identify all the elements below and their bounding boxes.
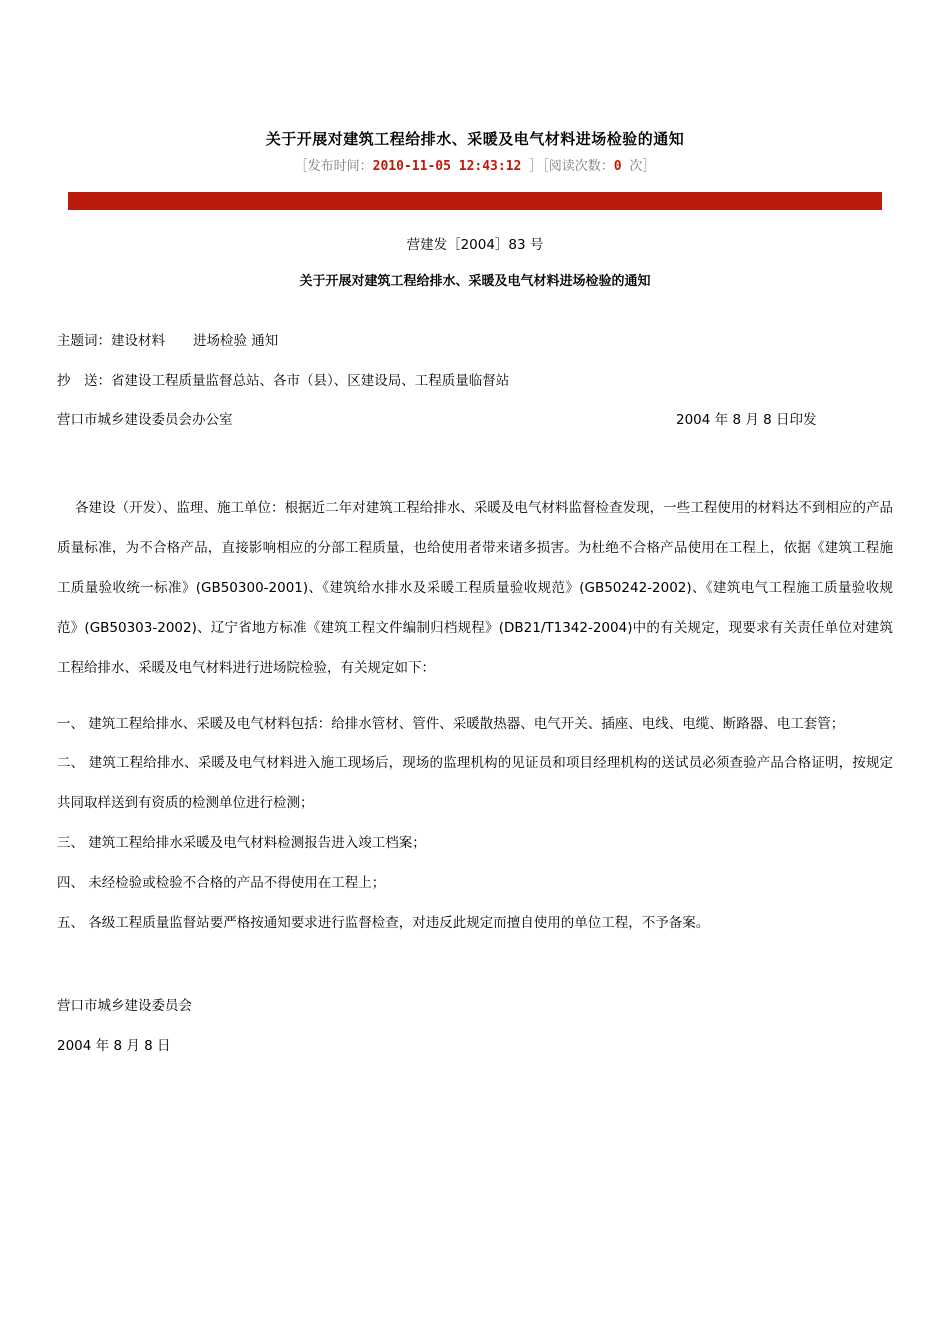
list-item-5: 五、 各级工程质量监督站要严格按通知要求进行监督检查，对违反此规定而擅自使用的单位工程，不予备案。	[57, 915, 710, 931]
read-count: 0	[613, 159, 622, 174]
list-item-4: 四、 未经检验或检验不合格的产品不得使用在工程上；	[57, 875, 386, 891]
page-title: 关于开展对建筑工程给排水、采暖及电气材料进场检验的通知	[265, 130, 685, 148]
keywords-line	[57, 329, 278, 349]
keyword-b: 进场检验 通知	[193, 333, 279, 349]
footer-date: 2004 年 8 月 8 日	[57, 1038, 171, 1054]
publish-meta	[0, 155, 950, 174]
signature: 营口市城乡建设委员会	[57, 998, 192, 1014]
cc-label: 抄 送：	[57, 373, 111, 389]
issuer: 营口市城乡建设委员会办公室	[57, 412, 233, 428]
cc-value: 省建设工程质量监督总站、各市（县）、区建设局、工程质量临督站	[111, 373, 510, 389]
keywords-label: 主题词：	[57, 333, 111, 349]
issue-date: 2004 年 8 月 8 日印发	[676, 412, 817, 428]
list-item-2: 二、 建筑工程给排水、采暖及电气材料进入施工现场后，现场的监理机构的见证员和项目经理机构的送试员必须查验产品合格证明，按规定共同取样送到有资质的检测单位进行检测；	[57, 755, 893, 811]
cc-line	[57, 369, 509, 389]
document-subtitle: 关于开展对建筑工程给排水、采暖及电气材料进场检验的通知	[299, 274, 651, 289]
meta-prefix: ［发布时间：	[294, 159, 373, 174]
header-divider-bar	[68, 192, 882, 210]
list-item-3: 三、 建筑工程给排水采暖及电气材料检测报告进入竣工档案；	[57, 835, 426, 851]
meta-suffix: 次］	[621, 159, 656, 174]
list-item-1: 一、 建筑工程给排水、采暖及电气材料包括：给排水管材、管件、采暖散热器、电气开关、插座、电线、电缆、断路器、电工套管；	[57, 716, 845, 732]
document-number: 营建发［2004］83 号	[406, 237, 544, 253]
meta-mid: ］［阅读次数：	[521, 159, 614, 174]
publish-time: 2010-11-05 12:43:12	[372, 159, 522, 174]
keyword-a: 建设材料	[111, 333, 165, 349]
intro-paragraph: 各建设（开发）、监理、施工单位：根据近二年对建筑工程给排水、采暖及电气材料监督检查发现，一些工程使用的材料达不到相应的产品质量标准，为不合格产品，直接影响相应的分部工程质量，也给使用者带来诸多损害。为杜绝不合格产品使用在工程上，依据《建筑工程施工质量验收统一标准》(GB50300-2001)、《建筑给水排水及采暖工程质量验收规范》(GB50242-2002)、《建筑电气工程施工质量验收规范》(GB50303-2002)、辽宁省地方标准《建筑工程文件编制归档规程》(DB21/T1342-2004)中的有关规定，现要求有关责任单位对建筑工程给排水、采暖及电气材料进行进场院检验，有关规定如下：	[57, 500, 893, 676]
